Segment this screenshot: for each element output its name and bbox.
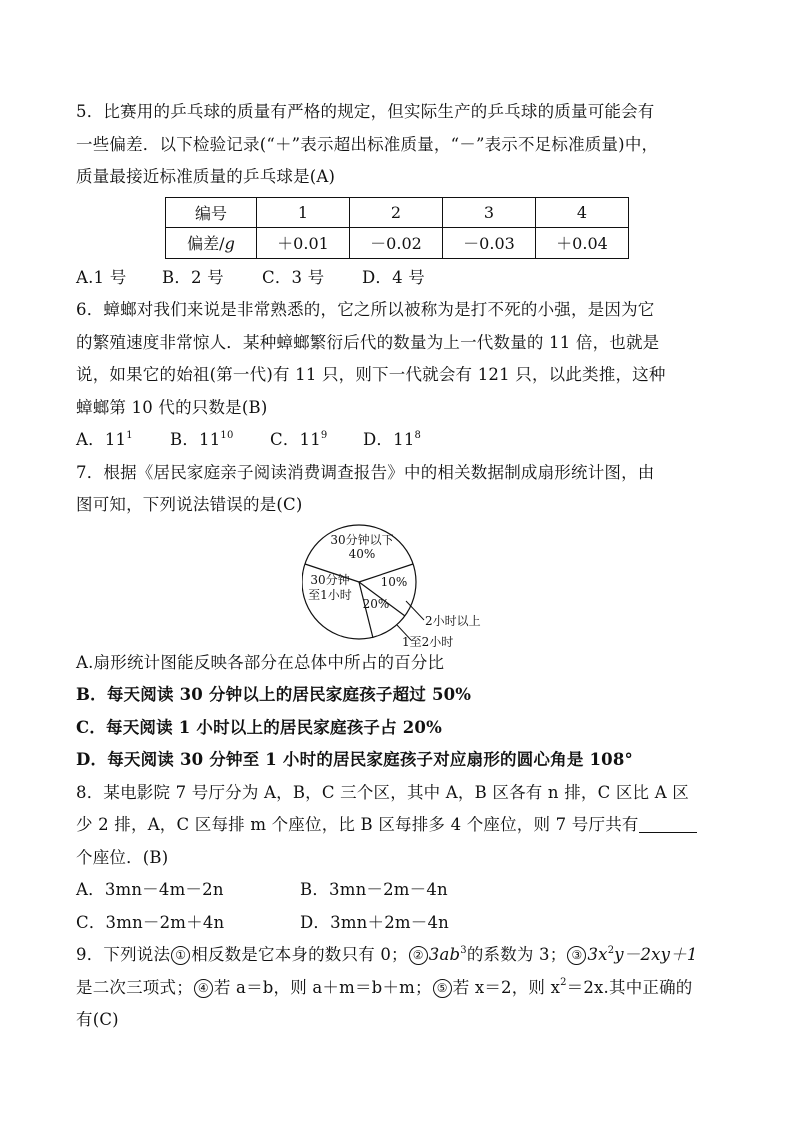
pie-callout-label: 1至2小时: [402, 634, 454, 647]
q8-text-line-2: [76, 809, 724, 842]
table-cell: ＋0.01: [257, 227, 350, 258]
q9-stem: 9．下列说法: [76, 945, 171, 964]
pie-chart: [302, 522, 502, 647]
pie-label: 30分钟: [310, 572, 350, 587]
q8-option-d: D．3mn＋2m－4n: [300, 912, 449, 932]
circled-number: ⑤: [433, 979, 452, 998]
pie-label: 40%: [348, 546, 376, 561]
q5-options: [76, 262, 724, 295]
table-cell: －0.02: [350, 227, 443, 258]
q9-statement-2: 的系数为 3；: [466, 945, 567, 964]
circled-number: ③: [567, 946, 586, 965]
q8-option-a: A．3mn－4m－2n: [76, 880, 224, 899]
q5-text-line-3: 质量最接近标准质量的乒乓球是(A): [76, 167, 336, 186]
q6-text-line-2: 的繁殖速度非常惊人．某种蟑螂繁衍后代的数量为上一代数量的 11 倍，也就是: [76, 332, 660, 352]
q7-option-c: C．每天阅读 1 小时以上的居民家庭孩子占 20%: [76, 717, 442, 737]
q7-option-a: A.扇形统计图能反映各部分在总体中所占的百分比: [76, 652, 445, 672]
q6-option-d-base: D．11: [363, 430, 415, 449]
exponent: 3: [460, 944, 467, 956]
circled-number: ②: [409, 946, 428, 965]
question-9: [76, 939, 724, 1037]
circled-number: ①: [171, 946, 190, 965]
q6-option-d: [363, 424, 421, 457]
q6-option-c: [270, 424, 363, 457]
question-7: [76, 457, 724, 777]
q9-statement-5-end: ＝2x.其中正确的: [566, 977, 693, 997]
q6-option-d-exp: 8: [414, 429, 422, 441]
pie-callout-label: 2小时以上: [425, 613, 481, 628]
q7-option-b: B．每天阅读 30 分钟以上的居民家庭孩子超过 50%: [76, 685, 472, 704]
q6-text-line-1: 6．蟑螂对我们来说是非常熟悉的，它之所以被称为是打不死的小强，是因为它: [76, 300, 655, 319]
table-cell: ＋0.04: [536, 227, 629, 258]
q6-option-c-exp: 9: [320, 429, 328, 441]
q9-text-line-3: 有(C): [76, 1010, 119, 1029]
table-header-cell: 2: [350, 197, 443, 227]
q6-option-a-exp: 1: [126, 429, 133, 441]
q8-text-line-2-content: 少 2 排，A，C 区每排 m 个座位，比 B 区每排多 4 个座位，则 7 号厅共有: [76, 815, 639, 834]
row-label-text: 偏差/: [187, 234, 225, 253]
table-header-cell: 1: [257, 197, 350, 227]
pie-label: 20%: [362, 596, 390, 611]
q5-option-a: A.1 号: [76, 267, 127, 287]
q8-text-line-3: 个座位．(B): [76, 847, 169, 867]
q6-option-b: [170, 424, 270, 457]
q9-statement-3-expr: 3x: [587, 945, 608, 964]
circled-number: ④: [194, 979, 213, 998]
q9-text-line-2: [76, 972, 724, 1005]
q9-statement-2-expr: 3ab: [428, 945, 461, 964]
q5-text-line-1: 5．比赛用的乒乓球的质量有严格的规定，但实际生产的乒乓球的质量可能会有: [76, 102, 655, 121]
table-header-cell: 3: [443, 197, 536, 227]
q9-text-line-1: [76, 939, 724, 972]
worksheet-page: [76, 96, 724, 1037]
exponent: 2: [560, 977, 567, 988]
pie-label: 至1小时: [308, 587, 352, 602]
table-header-cell: 4: [536, 197, 629, 227]
q8-options-row-2: [76, 907, 724, 940]
q9-statement-3-expr-rest: y－2xy＋1: [614, 945, 698, 964]
question-8: [76, 777, 724, 940]
q9-statement-1: 相反数是它本身的数只有 0；: [191, 945, 408, 964]
q7-option-d: D．每天阅读 30 分钟至 1 小时的居民家庭孩子对应扇形的圆心角是 108°: [76, 750, 633, 769]
table-row-label: [166, 227, 257, 258]
q6-option-a-base: A．11: [76, 430, 127, 449]
q5-option-c: C．3 号: [262, 267, 325, 287]
table-row: [166, 227, 629, 258]
q5-text-line-2: 一些偏差．以下检验记录(“＋”表示超出标准质量，“－”表示不足标准质量)中，: [76, 134, 659, 154]
exponent: 2: [607, 944, 615, 956]
q6-option-b-base: B．11: [170, 430, 221, 449]
q6-text-line-4: 蟑螂第 10 代的只数是(B): [76, 397, 268, 417]
q8-options-row-1: [76, 874, 724, 907]
pie-label: 30分钟以下: [330, 532, 394, 547]
q9-statement-4: 若 a＝b，则 a＋m＝b＋m；: [213, 977, 432, 997]
row-label-unit: g: [224, 234, 235, 253]
table-header-row: [166, 197, 629, 227]
q5-option-b: B．2 号: [162, 267, 224, 287]
table-cell: －0.03: [443, 227, 536, 258]
pie-chart-figure: [76, 522, 724, 647]
q9-statement-5: 若 x＝2，则 x: [452, 977, 561, 997]
q8-text-line-1: 8．某电影院 7 号厅分为 A，B，C 三个区，其中 A，B 区各有 n 排，C 区比 A 区: [76, 782, 689, 802]
pie-label: 10%: [380, 574, 408, 589]
table-header-cell: 编号: [166, 197, 257, 227]
q9-statement-3-end: 是二次三项式；: [76, 977, 193, 997]
q7-text-line-1: 7．根据《居民家庭亲子阅读消费调查报告》中的相关数据制成扇形统计图，由: [76, 462, 655, 482]
q6-option-c-base: C．11: [270, 430, 321, 449]
q6-text-line-3: 说，如果它的始祖(第一代)有 11 只，则下一代就会有 121 只，以此类推，这种: [76, 365, 666, 384]
deviation-table: [165, 197, 629, 259]
question-6: [76, 294, 724, 457]
q8-option-b: B．3mn－2m－4n: [300, 880, 448, 899]
q7-text-line-2: 图可知，下列说法错误的是(C): [76, 495, 303, 514]
q8-option-c: C．3mn－2m＋4n: [76, 912, 225, 932]
q6-options: [76, 424, 724, 457]
answer-blank: [639, 814, 697, 833]
q5-option-d: D．4 号: [362, 267, 425, 287]
q6-option-a: [76, 424, 170, 457]
q6-option-b-exp: 10: [220, 429, 234, 441]
question-5: [76, 96, 724, 294]
